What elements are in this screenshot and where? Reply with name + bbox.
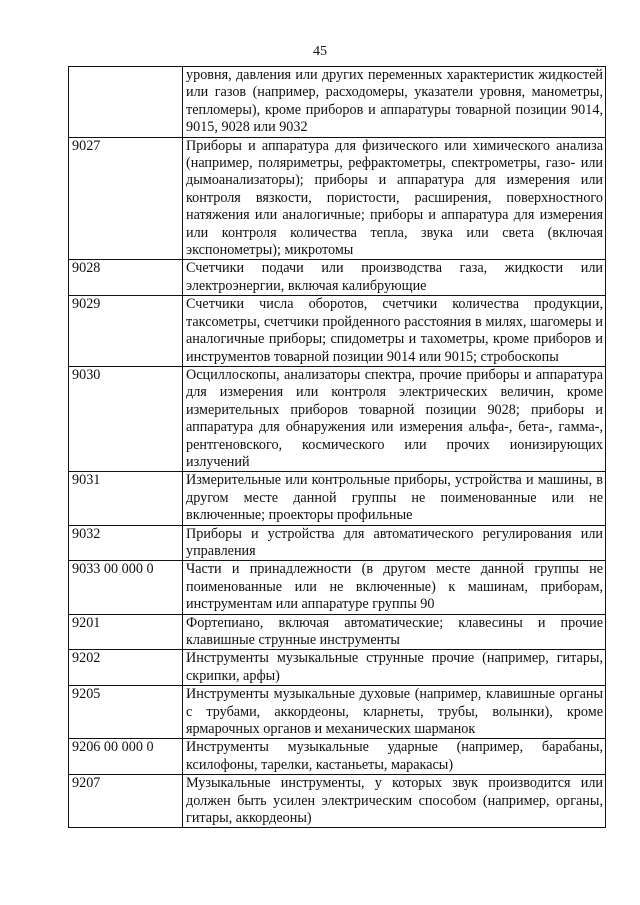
table-row [69,525,606,561]
hs-code-cell: 9029 [69,296,183,367]
hs-code-cell: 9032 [69,525,183,561]
description-cell: Инструменты музыкальные ударные (например, барабаны, ксилофоны, тарелки, кастаньеты, маракасы) [183,739,606,775]
hs-code-cell: 9207 [69,775,183,828]
table-row [69,775,606,828]
table-row [69,472,606,525]
description-cell: Части и принадлежности (в другом месте данной группы не поименованные или не включенные) к машинам, приборам, инструментам или аппаратуре группы 90 [183,561,606,614]
table-row [69,67,606,138]
hs-code-cell: 9027 [69,137,183,260]
description-cell: Счетчики числа оборотов, счетчики количества продукции, таксометры, счетчики пройденного расстояния в милях, шагомеры и аналогичные приборы; спидометры и тахометры, кроме приборов и инструментов товарной позиции 9014 или 9015; стробоскопы [183,296,606,367]
hs-code-cell: 9031 [69,472,183,525]
hs-code-cell: 9205 [69,686,183,739]
hs-code-cell: 9201 [69,614,183,650]
table-row [69,296,606,367]
hs-code-cell: 9030 [69,366,183,471]
hs-code-cell: 9028 [69,260,183,296]
description-cell: Приборы и устройства для автоматического регулирования или управления [183,525,606,561]
table-row [69,561,606,614]
hs-code-cell: 9033 00 000 0 [69,561,183,614]
hs-code-cell: 9202 [69,650,183,686]
table-row [69,137,606,260]
description-cell: Приборы и аппаратура для физического или химического анализа (например, поляриметры, рефрактометры, спектрометры, газо- или дымоанализаторы); приборы и аппаратура для измерения или контроля вязкости, пористости, расширения, поверхностного натяжения или аналогичные; приборы и аппаратура для измерения или контроля количества тепла, звука или света (включая экспонометры); микротомы [183,137,606,260]
description-cell: Музыкальные инструменты, у которых звук производится или должен быть усилен электрическим способом (например, органы, гитары, аккордеоны) [183,775,606,828]
description-cell: Измерительные или контрольные приборы, устройства и машины, в другом месте данной группы не поименованные или не включенные; проекторы профильные [183,472,606,525]
table-row [69,650,606,686]
description-cell: Фортепиано, включая автоматические; клавесины и прочие клавишные струнные инструменты [183,614,606,650]
hs-code-cell: 9206 00 000 0 [69,739,183,775]
description-cell: Осциллоскопы, анализаторы спектра, прочие приборы и аппаратура для измерения или контроля электрических величин, кроме измерительных приборов товарной позиции 9028; приборы и аппаратура для обнаружения или измерения альфа-, бета-, гамма-, рентгеновского, космического или прочих ионизирующих излучений [183,366,606,471]
table-row [69,614,606,650]
description-cell: уровня, давления или других переменных характеристик жидкостей или газов (например, расходомеры, указатели уровня, манометры, тепломеры), кроме приборов и аппаратуры товарной позиции 9014, 9015, 9028 или 9032 [183,67,606,138]
description-cell: Инструменты музыкальные духовые (например, клавишные органы с трубами, аккордеоны, кларнеты, трубы, волынки), кроме ярмарочных органов и механических шарманок [183,686,606,739]
tnved-codes-table [68,66,606,828]
table-row [69,686,606,739]
hs-code-cell [69,67,183,138]
description-cell: Инструменты музыкальные струнные прочие (например, гитары, скрипки, арфы) [183,650,606,686]
table-row [69,739,606,775]
page-number: 45 [313,44,327,59]
table-row [69,366,606,471]
table-row [69,260,606,296]
description-cell: Счетчики подачи или производства газа, жидкости или электроэнергии, включая калибрующие [183,260,606,296]
